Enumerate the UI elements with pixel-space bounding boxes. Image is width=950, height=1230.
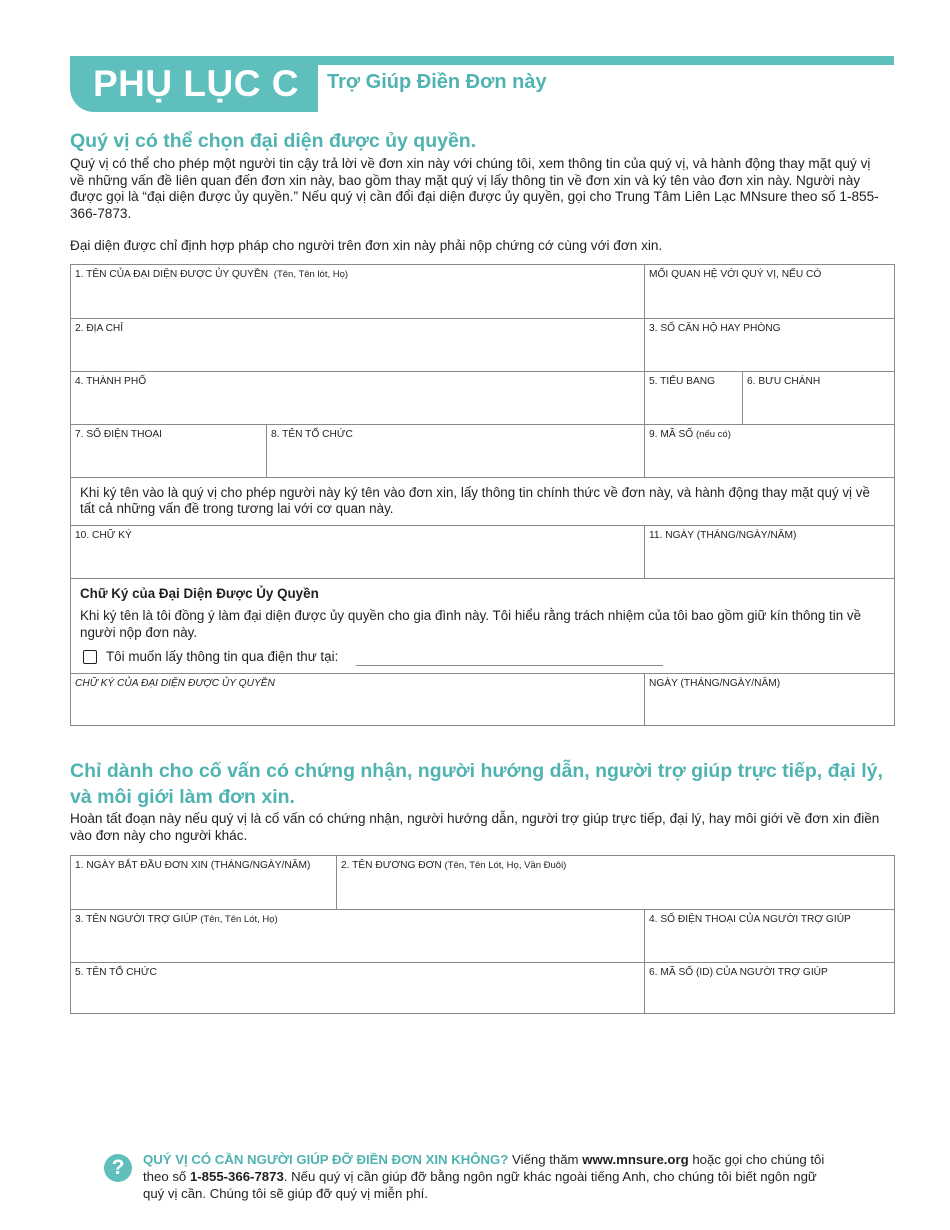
legal-note: Đại diện được chỉ định hợp pháp cho người trên đơn xin này phải nộp chứng cớ cùng với đơn xin. <box>70 238 663 253</box>
application-start-date-field[interactable] <box>71 856 336 909</box>
id-number-label: 9. MÃ SỐ <box>649 429 694 440</box>
phone-field[interactable] <box>71 424 266 477</box>
state-label: 5. TIỂU BANG <box>649 376 716 387</box>
rep-signature-field[interactable] <box>71 673 644 726</box>
assister-id-field[interactable] <box>644 962 895 1014</box>
application-start-date-label: 1. NGÀY BẮT ĐẦU ĐƠN XIN (THÁNG/NGÀY/NĂM) <box>75 860 311 871</box>
signature-date-field[interactable] <box>644 525 895 578</box>
help-question-icon: ? <box>104 1154 132 1182</box>
organization-field[interactable] <box>266 424 644 477</box>
rep-name-hint: (Tên, Tên lót, Họ) <box>273 269 349 280</box>
help-text-b: hoặc gọi cho chúng tôi theo số <box>143 1152 825 1184</box>
section2-heading: Chỉ dành cho cố vấn có chứng nhận, người hướng dẫn, người trợ giúp trực tiếp, đại lý, và môi giới làm đơn xin. <box>70 760 883 808</box>
rep-date-field[interactable] <box>644 673 895 726</box>
signature-field[interactable] <box>71 525 644 578</box>
state-field[interactable] <box>644 371 742 424</box>
assister-phone-label: 4. SỐ ĐIỆN THOẠI CỦA NGƯỜI TRỢ GIÚP <box>649 914 851 925</box>
zip-label: 6. BƯU CHÁNH <box>747 376 821 387</box>
rep-name-label: 1. TÊN CỦA ĐẠI DIỆN ĐƯỢC ỦY QUYỀN <box>75 269 269 280</box>
applicant-name-field[interactable] <box>336 856 895 909</box>
relationship-field[interactable] <box>644 265 895 318</box>
city-label: 4. THÀNH PHỐ <box>75 376 147 387</box>
assister-name-label: 3. TÊN NGƯỜI TRỢ GIÚP <box>75 914 198 925</box>
id-number-field[interactable] <box>644 424 895 477</box>
section1-heading: Quý vị có thể chọn đại diện được ủy quyền. <box>70 130 477 152</box>
help-question: QUÝ VỊ CÓ CẦN NGƯỜI GIÚP ĐỠ ĐIỀN ĐƠN XIN KHÔNG? <box>143 1152 509 1167</box>
applicant-name-hint: (Tên, Tên Lót, Họ, Vần Đuôi) <box>444 860 567 871</box>
organization-label: 8. TÊN TỔ CHỨC <box>271 429 353 440</box>
section1-intro: Quý vị có thể cho phép một người tin cậy trả lời về đơn xin này với chúng tôi, xem thông tin của quý vị, và hành động thay mặt quý vị về những vấn đề liên quan đến đơn xin này, bao gồm thay mặt quý vị lấy thông tin về đơn xin và ký tên vào đơn xin này. Người này được gọi là “đại diện được ủy quyền.” Nếu quý vị cần đổi đại diện được ủy quyền, gọi cho Trung Tâm Liên Lạc MNsure theo số 1-855-366-7873. <box>70 156 879 221</box>
section2-intro: Hoàn tất đoạn này nếu quý vị là cố vấn có chứng nhận, người hướng dẫn, người trợ giúp trực tiếp, đại lý, hay môi giới về đơn xin điền vào đơn này cho người khác. <box>70 811 880 843</box>
email-checkbox-label: Tôi muốn lấy thông tin qua điện thư tại: <box>106 649 339 664</box>
signature-date-label: 11. NGÀY (THÁNG/NGÀY/NĂM) <box>649 530 797 541</box>
authorized-rep-form <box>70 264 895 726</box>
email-checkbox[interactable] <box>83 650 97 664</box>
apartment-field[interactable] <box>644 318 895 371</box>
applicant-name-label: 2. TÊN ĐƯƠNG ĐƠN <box>341 860 442 871</box>
rep-name-field[interactable] <box>71 265 644 318</box>
consent-note: Khi ký tên vào là quý vị cho phép người này ký tên vào đơn xin, lấy thông tin chính thức về đơn này, và hành động thay mặt quý vị về tất cả những vấn đề trong tương lai với cơ quan này. <box>71 477 895 525</box>
zip-field[interactable] <box>742 371 895 424</box>
rep-date-label: NGÀY (THÁNG/NGÀY/NĂM) <box>649 678 781 689</box>
assister-phone-field[interactable] <box>644 909 895 962</box>
assister-id-label: 6. MÃ SỐ (ID) CỦA NGƯỜI TRỢ GIÚP <box>649 967 828 978</box>
city-field[interactable] <box>71 371 644 424</box>
help-website-link[interactable]: www.mnsure.org <box>582 1152 689 1167</box>
header-subtitle: Trợ Giúp Điền Đơn này <box>327 71 547 93</box>
phone-label: 7. SỐ ĐIỆN THOẠI <box>75 429 162 440</box>
apartment-label: 3. SỐ CĂN HỘ HAY PHÒNG <box>649 323 781 334</box>
assister-form <box>70 855 895 1014</box>
address-label: 2. ĐỊA CHỈ <box>75 323 124 334</box>
help-footer <box>143 1151 833 1202</box>
assister-organization-label: 5. TÊN TỔ CHỨC <box>75 967 157 978</box>
id-number-hint: (nếu có) <box>696 429 731 440</box>
assister-organization-field[interactable] <box>71 962 644 1014</box>
rep-signature-field-label: CHỮ KÝ CỦA ĐẠI DIỆN ĐƯỢC ỦY QUYỀN <box>75 678 275 689</box>
assister-name-hint: (Tên, Tên Lót, Họ) <box>200 914 278 925</box>
assister-name-field[interactable] <box>71 909 644 962</box>
help-phone: 1-855-366-7873 <box>189 1169 284 1184</box>
signature-label: 10. CHỮ KÝ <box>75 530 132 541</box>
rep-signature-text: Khi ký tên là tôi đồng ý làm đại diện được ủy quyền cho gia đình này. Tôi hiểu rằng trách nhiệm của tôi bao gồm giữ kín thông tin về người nộp đơn này. <box>80 608 862 640</box>
help-text-c: . Nếu quý vị cần giúp đỡ bằng ngôn ngữ khác ngoài tiếng Anh, cho chúng tôi biết ngôn ngữ quý vị cần. Chúng tôi sẽ giúp đỡ quý vị miễn phí. <box>143 1169 817 1201</box>
help-text-a: Viếng thăm <box>508 1152 583 1167</box>
email-input-line[interactable] <box>356 665 663 666</box>
relationship-label: MỐI QUAN HỆ VỚI QUÝ VỊ, NẾU CÓ <box>649 269 822 280</box>
address-field[interactable] <box>71 318 644 371</box>
appendix-tab: PHỤ LỤC C <box>70 56 318 112</box>
rep-signature-title: Chữ Ký của Đại Diện Được Ủy Quyền <box>80 586 319 601</box>
